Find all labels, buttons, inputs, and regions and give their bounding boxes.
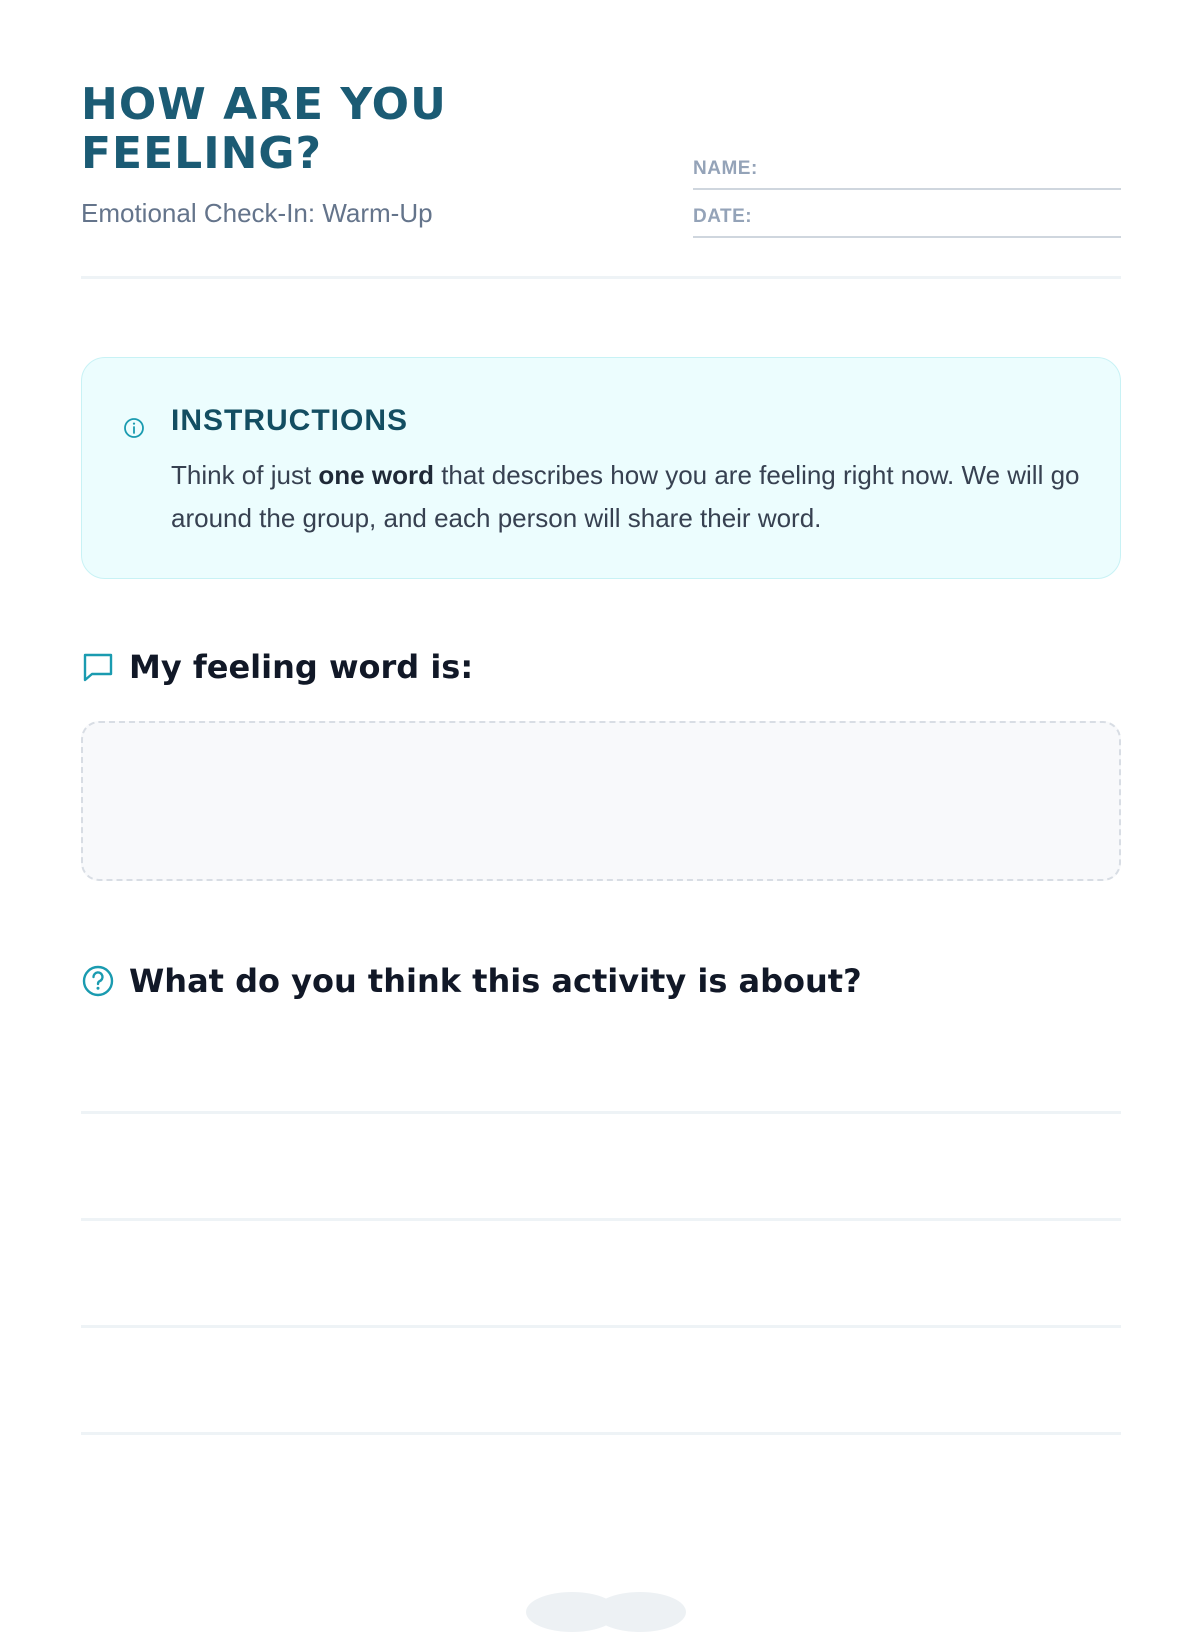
feeling-section-title: My feeling word is: bbox=[129, 648, 474, 686]
page-subtitle: Emotional Check-In: Warm-Up bbox=[81, 198, 433, 228]
name-input[interactable] bbox=[773, 154, 1121, 184]
title-line-2: FEELING? bbox=[81, 128, 323, 179]
instructions-text bbox=[171, 454, 1091, 540]
date-label: DATE: bbox=[693, 206, 753, 227]
writing-line[interactable] bbox=[81, 1432, 1121, 1435]
name-label: NAME: bbox=[693, 158, 758, 179]
instructions-text-start: Think of just bbox=[171, 460, 319, 490]
feeling-word-box[interactable] bbox=[81, 721, 1121, 881]
name-field[interactable] bbox=[693, 150, 1121, 190]
instructions-text-bold: one word bbox=[318, 460, 434, 490]
worksheet-header bbox=[81, 70, 1121, 279]
speech-bubble-icon bbox=[81, 650, 115, 684]
writing-line[interactable] bbox=[81, 1325, 1121, 1328]
info-icon bbox=[122, 416, 146, 440]
title-line-1: HOW ARE YOU bbox=[81, 79, 447, 130]
writing-line[interactable] bbox=[81, 1218, 1121, 1221]
page-title bbox=[81, 80, 601, 178]
date-field[interactable] bbox=[693, 198, 1121, 238]
worksheet-page bbox=[81, 0, 1121, 1600]
writing-line[interactable] bbox=[81, 1111, 1121, 1114]
question-circle-icon bbox=[81, 964, 115, 998]
activity-section-title: What do you think this activity is about? bbox=[129, 962, 862, 1000]
instructions-box bbox=[81, 357, 1121, 579]
instructions-heading: INSTRUCTIONS bbox=[171, 404, 408, 437]
feeling-section-heading bbox=[81, 648, 473, 686]
activity-section-heading bbox=[81, 962, 862, 1000]
decorative-shape bbox=[594, 1592, 686, 1632]
instructions-text-end: that describes how you are feeling right now. We will go around the group, and each person will share their word. bbox=[171, 460, 1080, 533]
date-input[interactable] bbox=[773, 202, 1121, 232]
